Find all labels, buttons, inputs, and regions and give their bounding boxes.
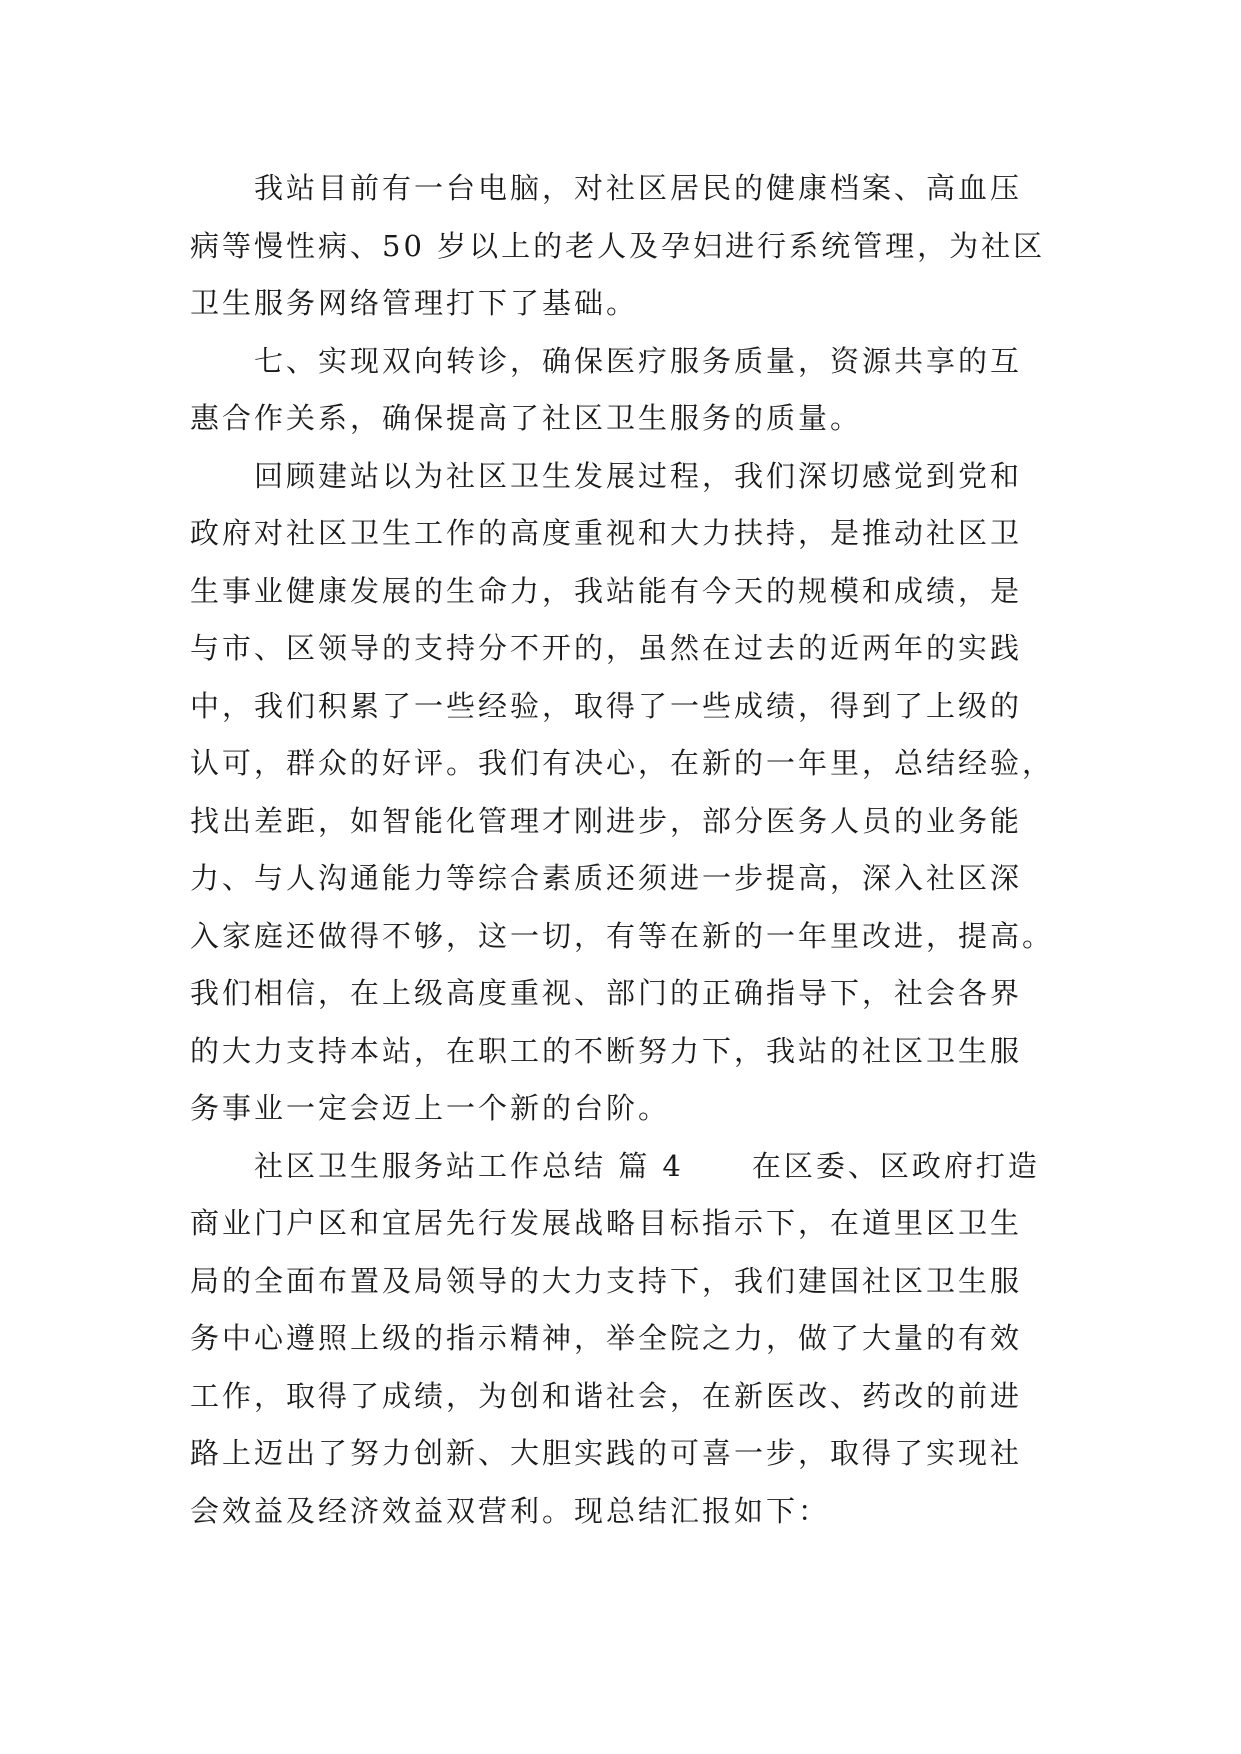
text-line: 认可，群众的好评。我们有决心，在新的一年里，总结经验， [190,746,1055,780]
text-line: 生事业健康发展的生命力，我站能有今天的规模和成绩，是 [190,573,1023,608]
document-body [190,160,1055,1540]
paragraph-review [190,448,1055,1138]
text-line: 卫生服务网络管理打下了基础。 [190,286,639,320]
paragraph-section-4 [190,1138,1050,1541]
text-line: 找出差距，如智能化管理才刚进步，部分医务人员的业务能 [190,803,1023,838]
text-line: 病等慢性病、50 岁以上的老人及孕妇进行系统管理，为社区 [190,228,1046,263]
text-line: 局的全面布置及局领导的大力支持下，我们建国社区卫生服 [190,1263,1023,1298]
text-line: 力、与人沟通能力等综合素质还须进一步提高，深入社区深 [190,861,1023,895]
text-line: 路上迈出了努力创新、大胆实践的可喜一步，取得了实现社 [190,1436,1023,1470]
text-line: 务中心遵照上级的指示精神，举全院之力，做了大量的有效 [190,1321,1023,1355]
text-line: 惠合作关系，确保提高了社区卫生服务的质量。 [190,401,863,435]
section-first-line-text: 在区委、区政府打造 [751,1148,1040,1183]
section-heading-line [190,1138,1050,1196]
text-line: 我们相信，在上级高度重视、部门的正确指导下，社会各界 [190,976,1023,1010]
text-line: 的大力支持本站，在职工的不断努力下，我站的社区卫生服 [190,1033,1023,1068]
text-line: 工作，取得了成绩，为创和谐社会，在新医改、药改的前进 [190,1378,1023,1413]
paragraph-referral [190,333,1050,448]
text-line: 政府对社区卫生工作的高度重视和大力扶持，是推动社区卫 [190,516,1023,550]
text-line: 回顾建站以为社区卫生发展过程，我们深切感觉到党和 [254,458,1023,493]
text-line: 我站目前有一台电脑，对社区居民的健康档案、高血压 [254,171,1023,205]
text-line: 中，我们积累了一些经验，取得了一些成绩，得到了上级的 [190,688,1023,723]
text-line: 与市、区领导的支持分不开的，虽然在过去的近两年的实践 [190,631,1023,665]
text-line: 入家庭还做得不够，这一切，有等在新的一年里改进，提高。 [190,918,1055,953]
paragraph-computer-management [190,160,1050,333]
section-heading: 社区卫生服务站工作总结 篇 4 [254,1148,684,1183]
text-line: 会效益及经济效益双营利。现总结汇报如下： [190,1493,831,1528]
text-line: 商业门户区和宜居先行发展战略目标指示下，在道里区卫生 [190,1206,1023,1240]
text-line: 七、实现双向转诊，确保医疗服务质量，资源共享的互 [254,343,1023,378]
text-line: 务事业一定会迈上一个新的台阶。 [190,1091,671,1125]
